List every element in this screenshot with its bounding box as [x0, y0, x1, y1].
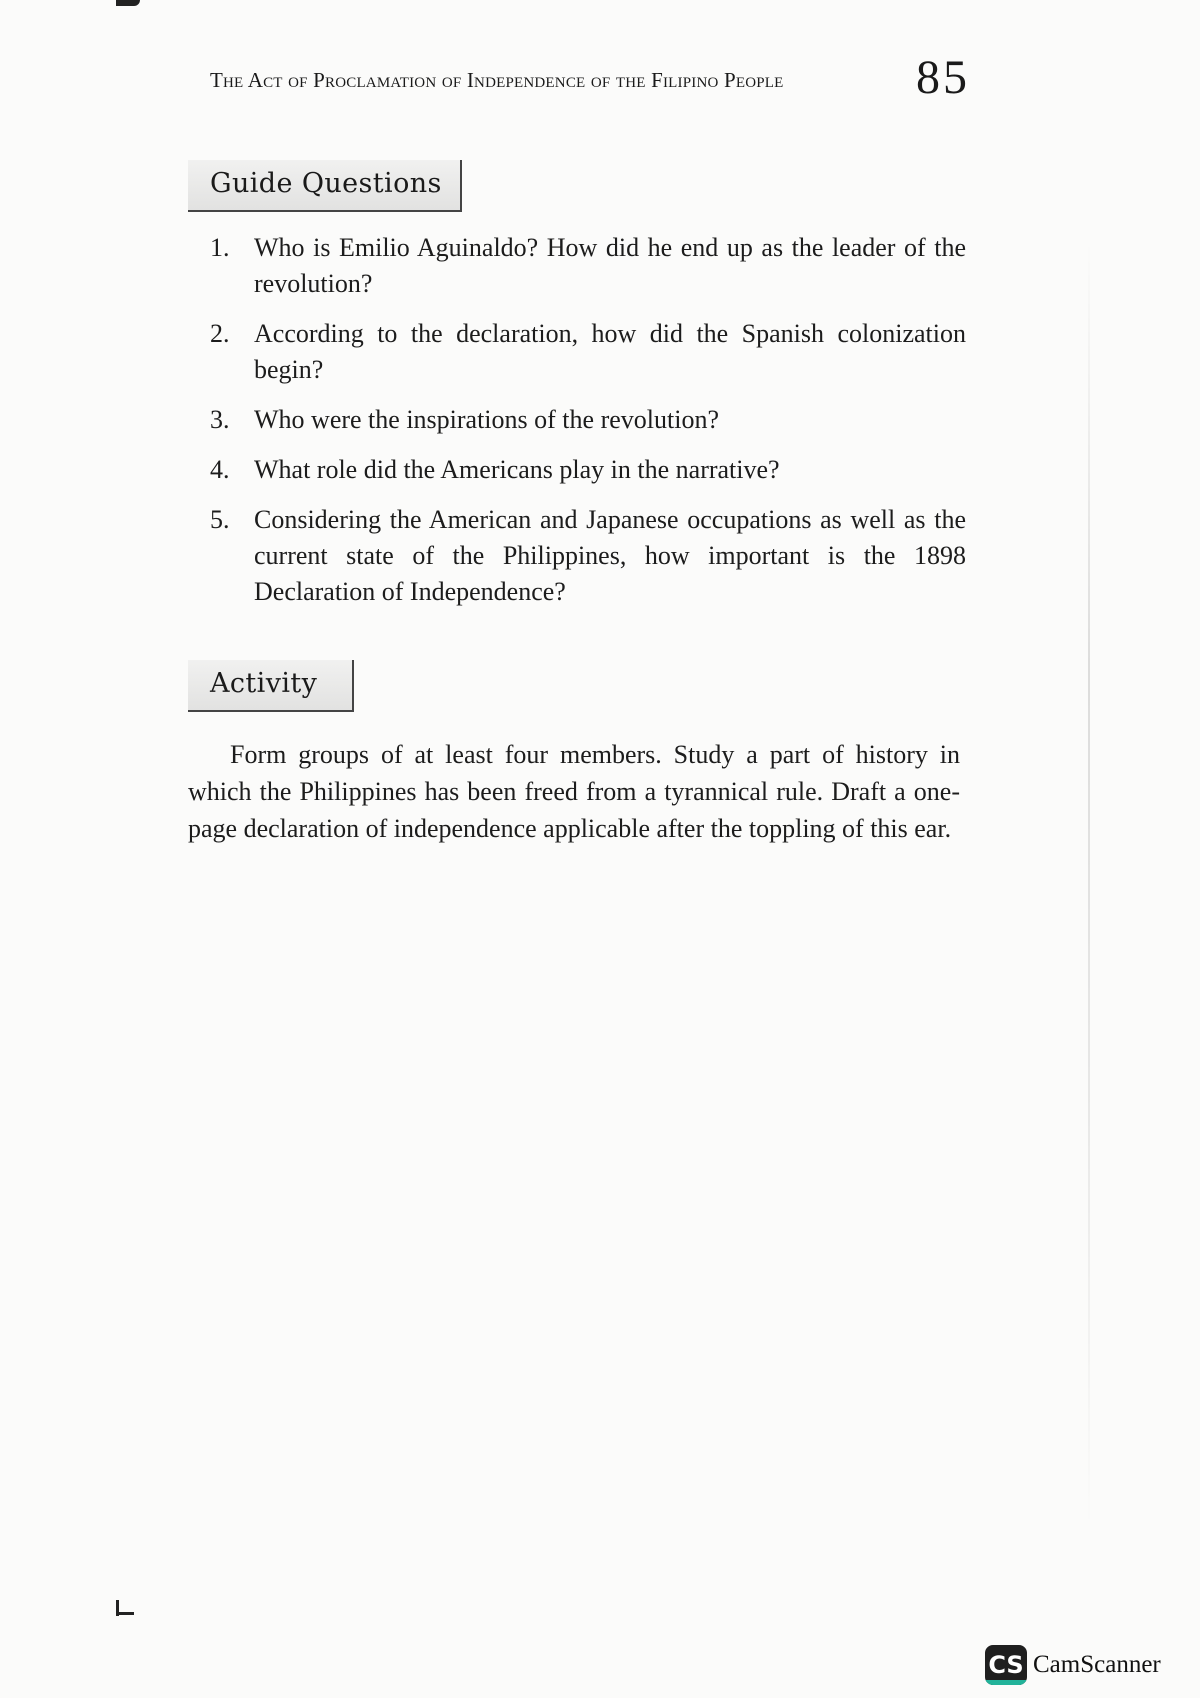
page-gutter-shadow — [1088, 240, 1090, 1530]
question-text: According to the declaration, how did the Spanish colonization begin? — [254, 319, 966, 384]
list-item — [210, 230, 966, 302]
camscanner-brand: CamScanner — [1033, 1651, 1161, 1678]
question-number: 3. — [210, 405, 230, 434]
scan-edge-mark — [118, 1612, 134, 1615]
guide-questions-list — [210, 230, 966, 624]
camscanner-watermark — [985, 1645, 1161, 1685]
list-item — [210, 452, 966, 488]
list-item — [210, 316, 966, 388]
list-item — [210, 402, 966, 438]
question-number: 5. — [210, 505, 230, 534]
scan-edge-mark — [116, 0, 140, 6]
question-number: 1. — [210, 233, 230, 262]
list-item — [210, 502, 966, 610]
question-text: What role did the Americans play in the narrative? — [254, 455, 780, 484]
question-text: Who were the inspirations of the revolution? — [254, 405, 719, 434]
page-number: 85 — [916, 51, 970, 104]
page-header — [210, 50, 970, 110]
question-number: 4. — [210, 455, 230, 484]
question-text: Who is Emilio Aguinaldo? How did he end up as the leader of the revolution? — [254, 233, 966, 298]
guide-questions-heading: Guide Questions — [188, 160, 462, 212]
question-number: 2. — [210, 319, 230, 348]
activity-paragraph: Form groups of at least four members. Study a part of history in which the Philippines has been freed from a tyrannical rule. Draft a one-page declaration of independence applicable after the toppling of this ear. — [188, 740, 960, 843]
camscanner-logo-icon: CS — [985, 1645, 1027, 1685]
running-title: The Act of Proclamation of Independence of the Filipino People — [210, 68, 784, 92]
activity-heading: Activity — [188, 660, 354, 712]
question-text: Considering the American and Japanese occupations as well as the current state of the Philippines, how important is the 1898 Declaration of Independence? — [254, 505, 966, 606]
